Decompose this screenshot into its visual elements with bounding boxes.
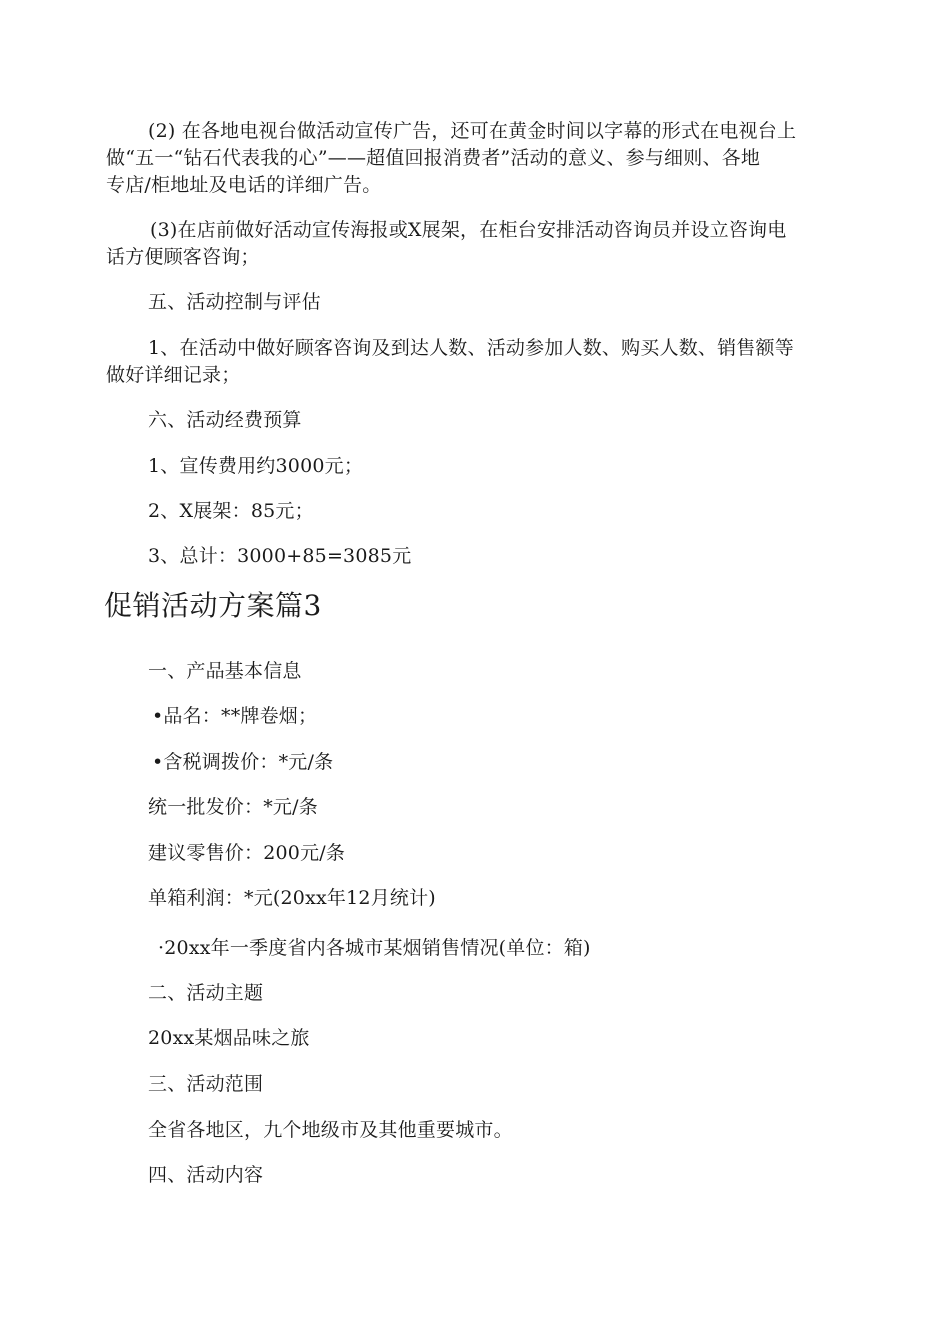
item-control-1-line-2: 做好详细记录； — [106, 364, 241, 386]
product-name: •品名：**牌卷烟； — [152, 705, 318, 727]
para-3-line-2: 话方便顾客咨询； — [106, 246, 260, 268]
product-sales-note: ·20xx年一季度省内各城市某烟销售情况(单位：箱) — [158, 937, 591, 959]
budget-item-1: 1、宣传费用约3000元； — [148, 455, 364, 477]
heading-budget: 六、活动经费预算 — [148, 409, 302, 431]
product-retail-price: 建议零售价：200元/条 — [148, 842, 346, 864]
product-profit: 单箱利润：*元(20xx年12月统计) — [148, 887, 436, 909]
heading-theme: 二、活动主题 — [148, 982, 264, 1004]
heading-scope: 三、活动范围 — [148, 1073, 264, 1095]
product-wholesale-price: 统一批发价：*元/条 — [148, 796, 318, 818]
item-control-1-line-1: 1、在活动中做好顾客咨询及到达人数、活动参加人数、购买人数、销售额等 — [148, 337, 794, 359]
para-2-line-3: 专店/柜地址及电话的详细广告。 — [106, 174, 382, 196]
heading-product-info: 一、产品基本信息 — [148, 660, 302, 682]
product-tax-price: •含税调拨价：*元/条 — [152, 751, 334, 773]
heading-content: 四、活动内容 — [148, 1164, 264, 1186]
para-2-line-1: (2) 在各地电视台做活动宣传广告，还可在黄金时间以字幕的形式在电视台上 — [148, 120, 797, 142]
budget-item-3: 3、总计：3000+85=3085元 — [148, 545, 412, 567]
para-3-line-1: (3)在店前做好活动宣传海报或X展架，在柜台安排活动咨询员并设立咨询电 — [150, 219, 787, 241]
heading-control-evaluation: 五、活动控制与评估 — [148, 291, 321, 313]
budget-item-2: 2、X展架：85元； — [148, 500, 314, 522]
activity-theme: 20xx某烟品味之旅 — [148, 1027, 310, 1049]
section-3-title: 促销活动方案篇3 — [104, 589, 322, 622]
para-2-line-2: 做“五一“钻石代表我的心”——超值回报消费者”活动的意义、参与细则、各地 — [106, 147, 761, 169]
activity-scope: 全省各地区，九个地级市及其他重要城市。 — [148, 1119, 513, 1141]
